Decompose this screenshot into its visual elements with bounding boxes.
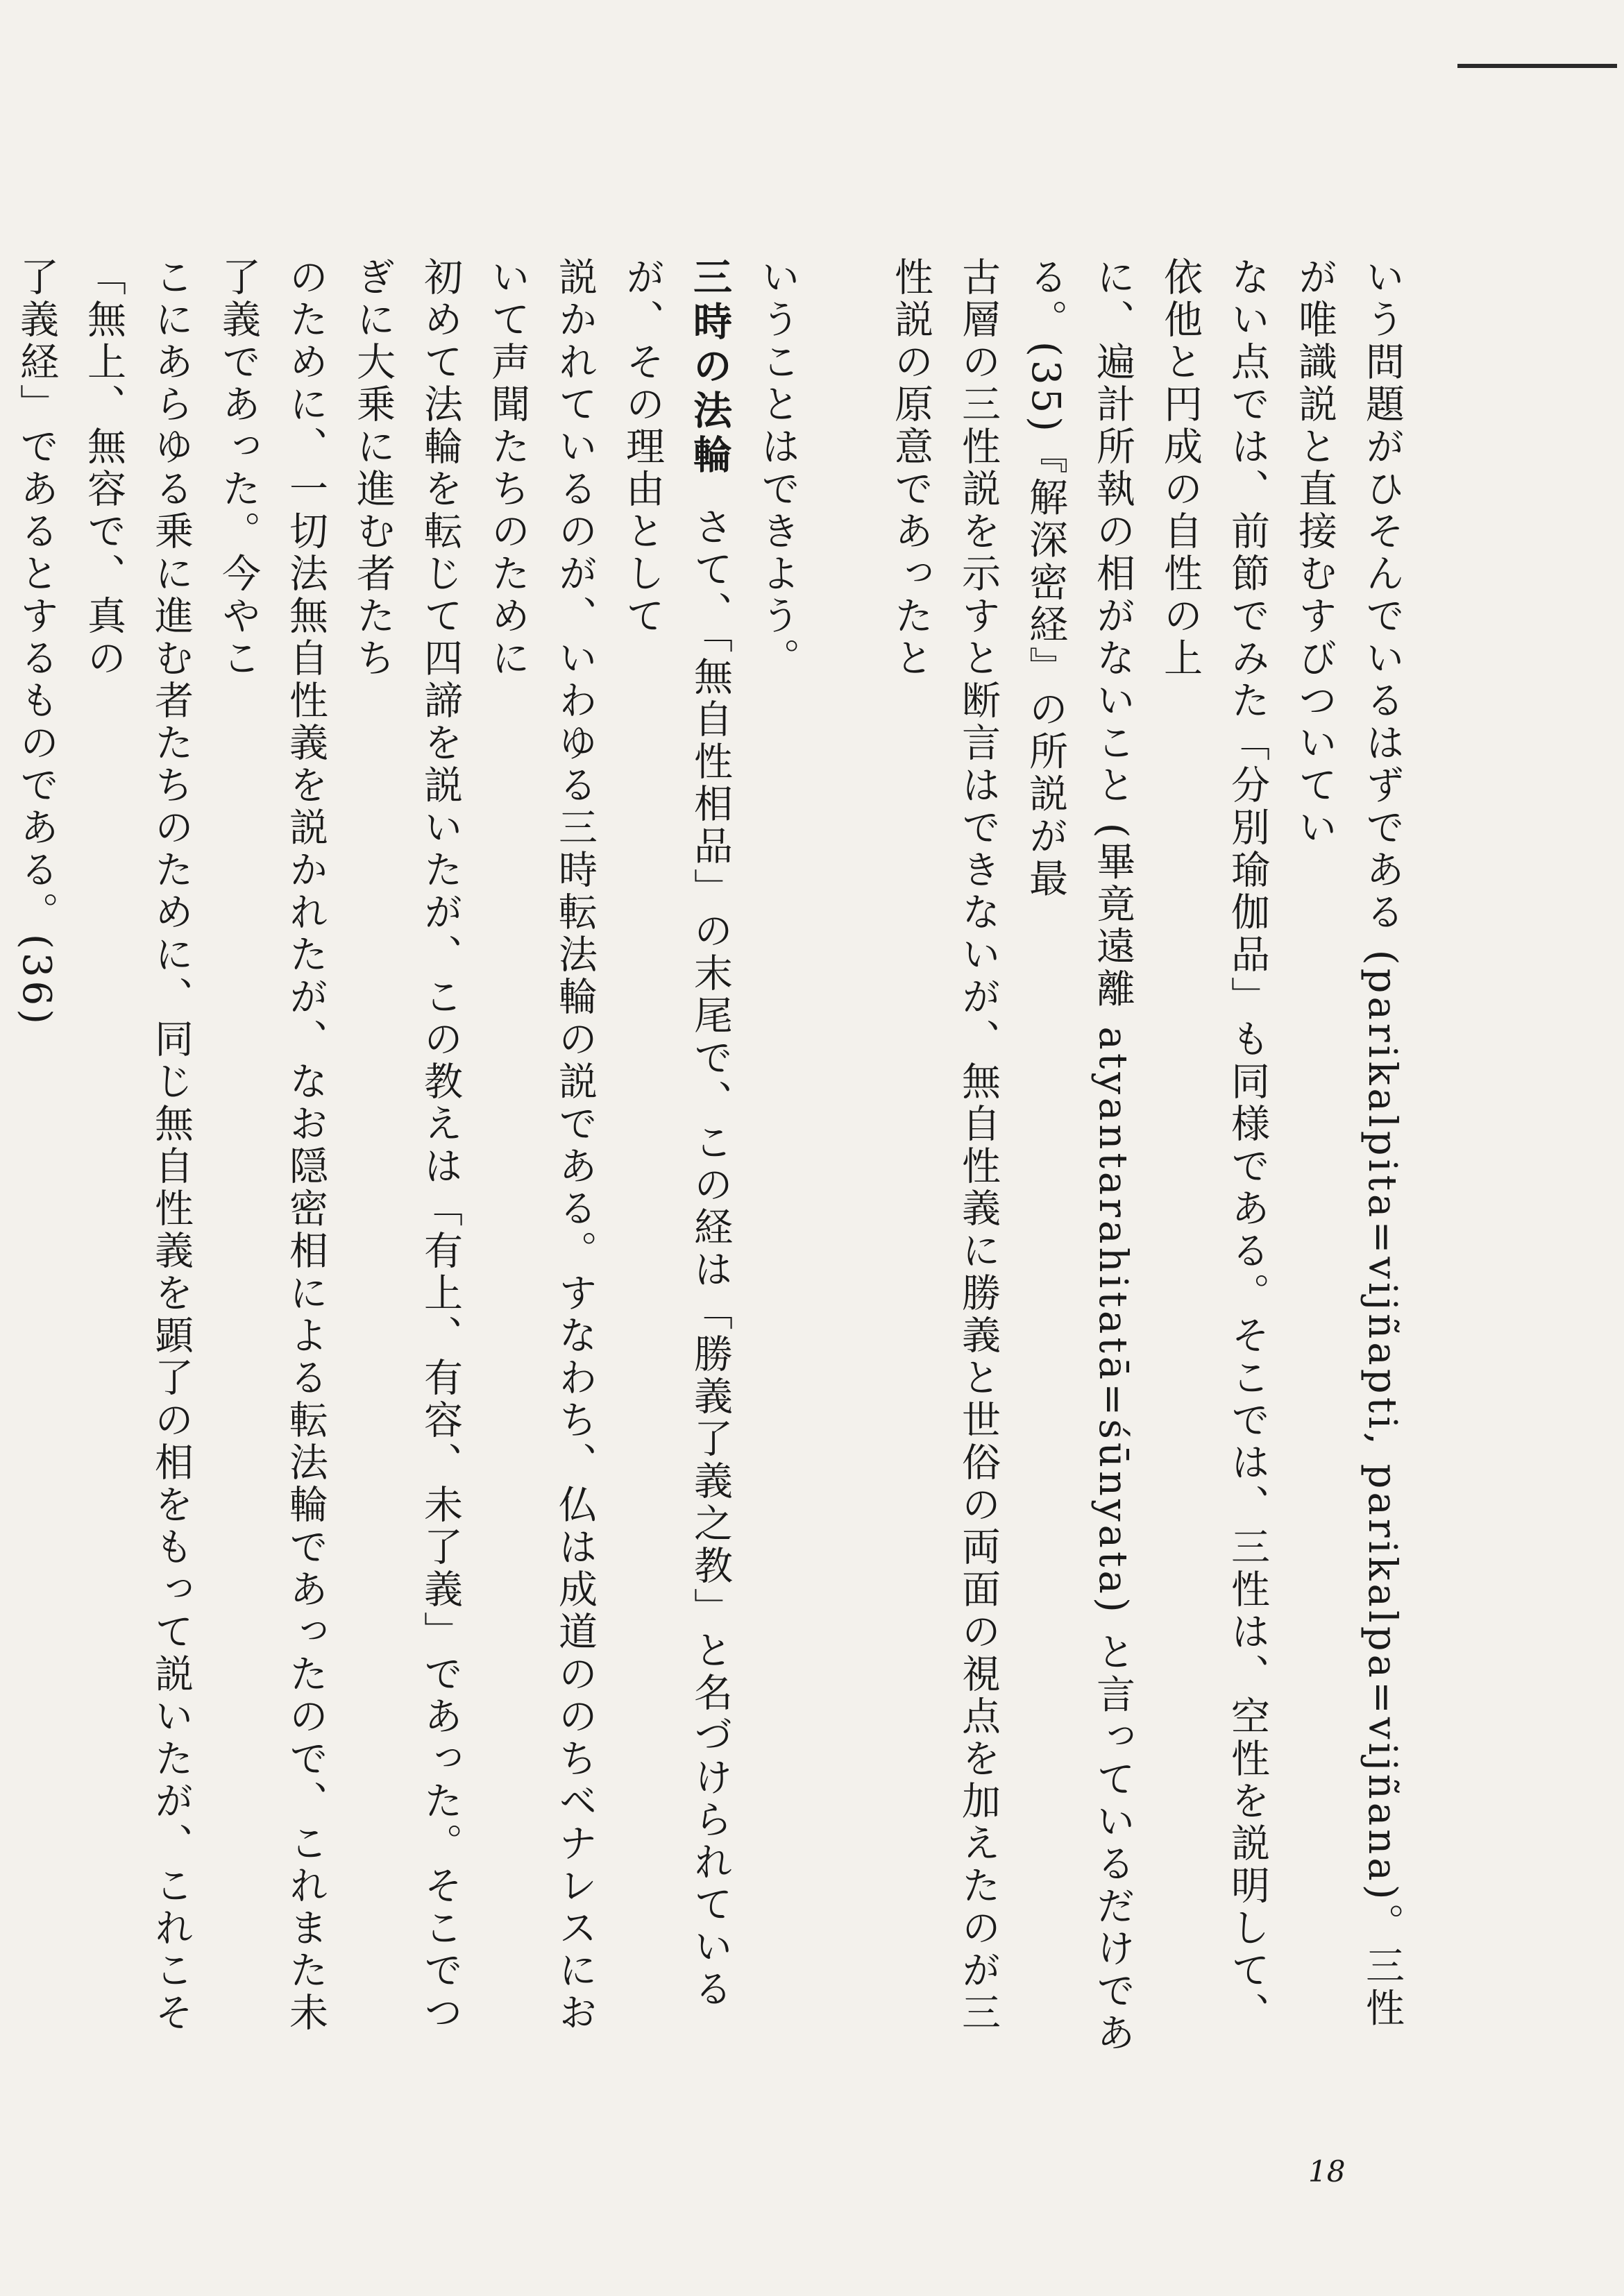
body-line xyxy=(0,257,3,2061)
section-heading: 三時の法輪 xyxy=(687,257,733,479)
body-line: 初めて法輪を転じて四諦を説いたが、この教えは「有上、有容、未了義」であった。そこでつぎに大乗に進む者たち xyxy=(350,257,463,2034)
page-number: 18 xyxy=(1308,2154,1346,2188)
body-line: のために、一切法無自性義を説かれたが、なお隠密相による転法輪であったので、これまた未了義であった。今やこ xyxy=(216,257,328,2034)
vertical-text-body xyxy=(0,257,1416,2061)
body-line: いうことはできよう。 xyxy=(755,257,800,680)
section-first-line xyxy=(609,257,744,2061)
body-line: 了義経」であるとするものである。(36) xyxy=(14,257,59,1028)
body-line: いう問題がひそんでいるはずである (parikalpita=vijñapti, parikalpa=vijñana)。三性が唯識説と直接むすびついてい xyxy=(1292,257,1405,2030)
body-line: 説かれているのが、いわゆる三時転法輪の説である。すなわち、仏は成道ののちベナレスにおいて声聞たちのために xyxy=(485,257,598,2034)
body-line: に、遍計所執の相がないこと (畢竟遠離 atyantarahitatā=śūnyata) と言っているだけである。(35)『解深密経』の所説が最 xyxy=(1023,257,1135,2055)
section-line-text: さて、「無自性相品」の末尾で、この経は「勝義了義之教」と名づけられているが、その理由として xyxy=(620,257,733,2011)
body-line: こにあらゆる乗に進む者たちのために、同じ無自性義を顕了の相をもって説いたが、これこそ「無上、無容で、真の xyxy=(81,257,194,2034)
body-line: 古層の三性説を示すと断言はできないが、無自性義に勝義と世俗の両面の視点を加えたのが三性説の原意であったと xyxy=(888,257,1001,2034)
body-line: ない点では、前節でみた「分別瑜伽品」も同様である。そこでは、三性は、空性を説明して、依他と円成の自性の上 xyxy=(1158,257,1270,2034)
header-rule xyxy=(1457,64,1617,68)
